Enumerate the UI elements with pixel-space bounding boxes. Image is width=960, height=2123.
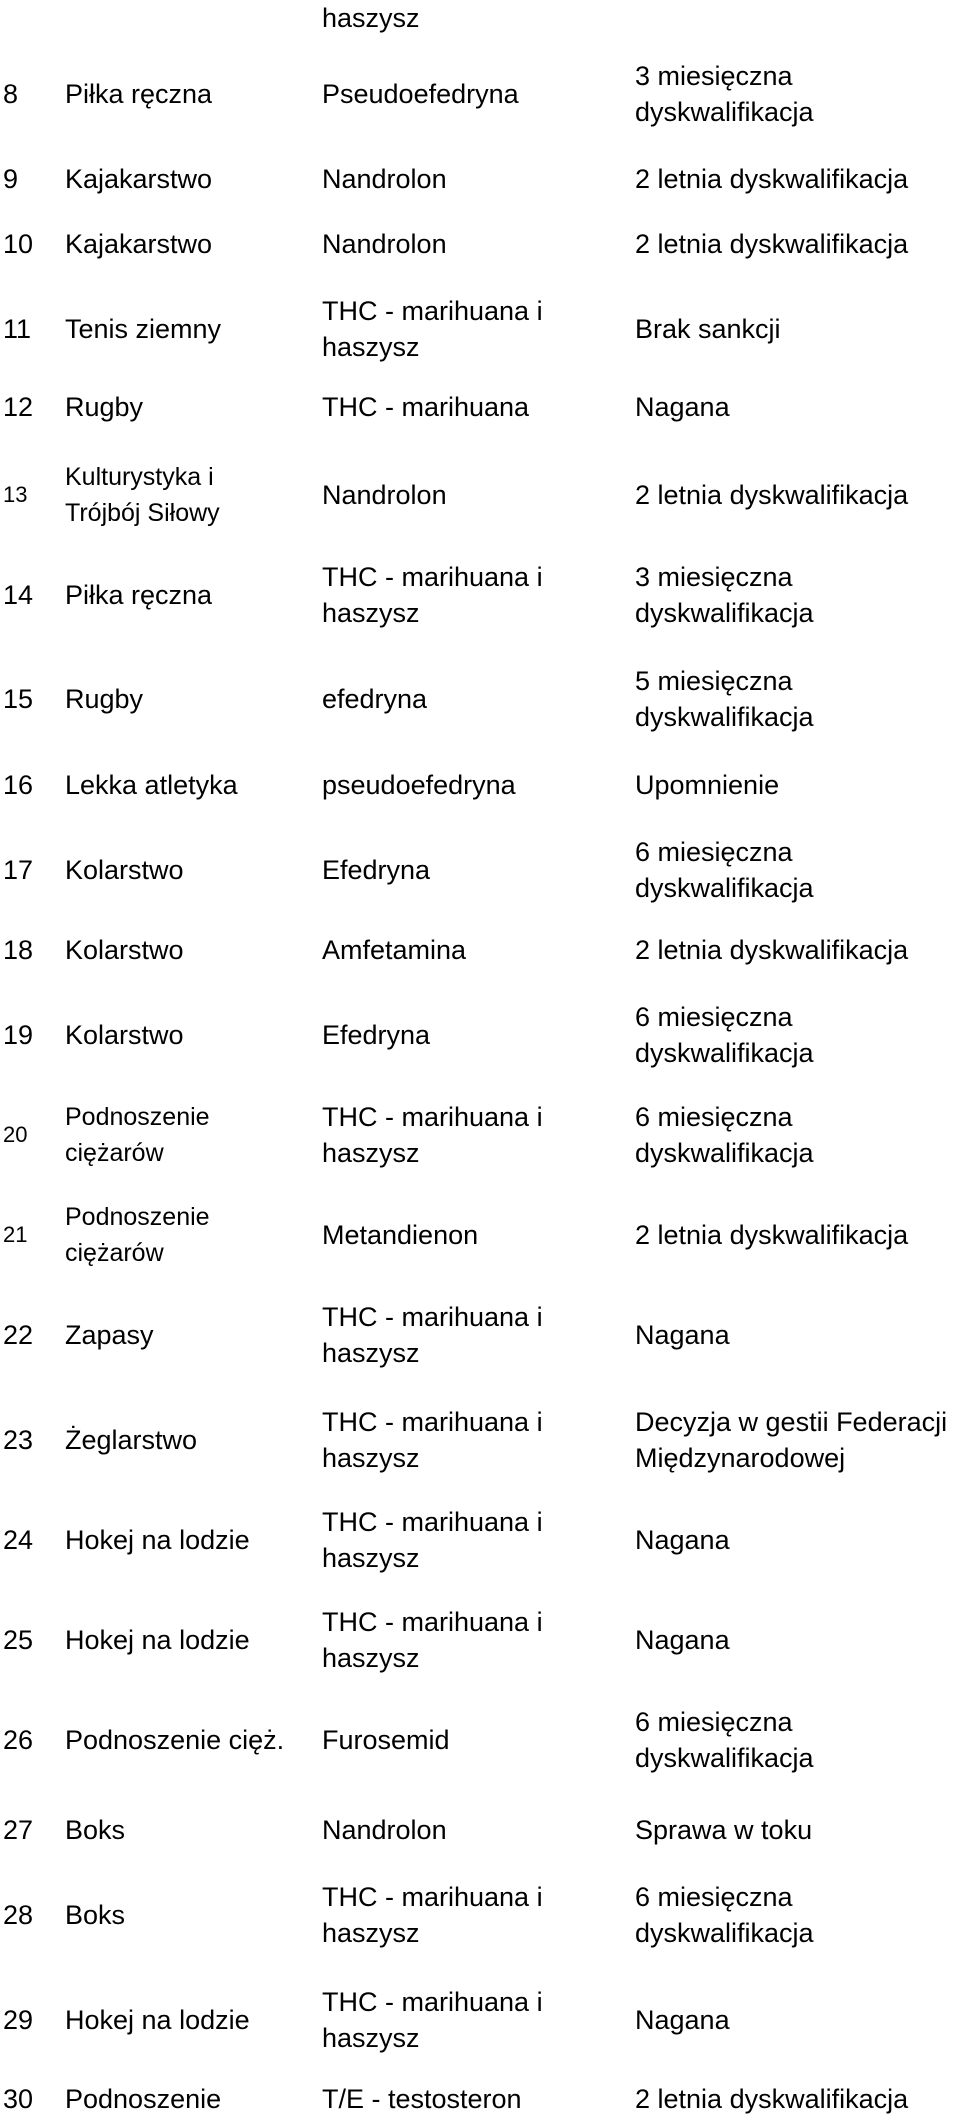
table-row [0, 1970, 960, 2070]
continued-substance-fragment: haszysz [322, 3, 420, 33]
case-number: 8 [3, 79, 19, 109]
penalty: 2 letnia dyskwalifikacja [635, 935, 909, 965]
sport-discipline: Podnoszenie [65, 2083, 222, 2114]
case-number: 19 [3, 1020, 34, 1050]
penalty: Nagana [635, 2005, 730, 2035]
penalty: Decyzja w gestii Federacji Międzynarodowej [635, 1407, 948, 1473]
penalty: Nagana [635, 1625, 730, 1655]
detected-substance: Efedryna [322, 855, 431, 885]
detected-substance: Efedryna [322, 1020, 431, 1050]
detected-substance: pseudoefedryna [322, 770, 516, 800]
detected-substance: THC - marihuana i haszysz [322, 1407, 543, 1473]
penalty: 6 miesięczna dyskwalifikacja [635, 1002, 814, 1068]
case-number: 23 [3, 1425, 34, 1455]
sport-discipline: Kolarstwo [65, 855, 184, 885]
sport-discipline: Hokej na lodzie [65, 2005, 250, 2035]
detected-substance: Furosemid [322, 1725, 450, 1755]
table-row [0, 370, 960, 444]
detected-substance: T/E - testosteron [322, 2083, 522, 2114]
sport-discipline: Hokej na lodzie [65, 1525, 250, 1555]
case-number: 12 [3, 392, 34, 422]
penalty: Nagana [635, 392, 730, 422]
case-number: 28 [3, 1900, 34, 1930]
sport-discipline: Rugby [65, 392, 144, 422]
sport-discipline: Kolarstwo [65, 935, 184, 965]
penalty: 6 miesięczna dyskwalifikacja [635, 837, 814, 903]
table-row [0, 750, 960, 820]
table-row [0, 650, 960, 748]
detected-substance: Nandrolon [322, 480, 447, 510]
table-row [0, 1390, 960, 1490]
sport-discipline: Żeglarstwo [65, 1425, 198, 1455]
sport-discipline: Tenis ziemny [65, 314, 222, 344]
table-row [0, 55, 960, 133]
penalty: 2 letnia dyskwalifikacja [635, 1220, 909, 1250]
case-number: 9 [3, 164, 19, 194]
detected-substance: THC - marihuana i haszysz [322, 296, 543, 362]
penalty: 3 miesięczna dyskwalifikacja [635, 562, 814, 628]
detected-substance: efedryna [322, 684, 428, 714]
case-number: 27 [3, 1815, 34, 1845]
case-number: 15 [3, 684, 34, 714]
penalty: 2 letnia dyskwalifikacja [635, 2083, 909, 2114]
detected-substance: THC - marihuana i haszysz [322, 1987, 543, 2053]
case-number: 21 [3, 1222, 28, 1247]
table-row [0, 1085, 960, 1185]
table-row [0, 1795, 960, 1865]
sport-discipline: Piłka ręczna [65, 79, 213, 109]
table-row [0, 1285, 960, 1385]
detected-substance: THC - marihuana [322, 392, 530, 422]
sport-discipline: Kajakarstwo [65, 164, 213, 194]
table-row [0, 1185, 960, 1285]
case-number: 18 [3, 935, 34, 965]
penalty: 2 letnia dyskwalifikacja [635, 164, 909, 194]
case-number: 14 [3, 580, 34, 610]
sport-discipline: Boks [65, 1900, 126, 1930]
sport-discipline: Hokej na lodzie [65, 1625, 250, 1655]
case-number: 11 [3, 314, 32, 344]
sport-discipline: Podnoszenie ciężarów [65, 1203, 210, 1267]
case-number: 13 [3, 482, 28, 507]
sport-discipline: Zapasy [65, 1320, 154, 1350]
case-number: 30 [3, 2083, 34, 2114]
sport-discipline: Boks [65, 1815, 126, 1845]
case-number: 22 [3, 1320, 34, 1350]
case-number: 25 [3, 1625, 34, 1655]
detected-substance: Nandrolon [322, 164, 447, 194]
table-row [0, 545, 960, 645]
table-row [0, 1490, 960, 1590]
sport-discipline: Kulturystyka i Trójbój Siłowy [65, 463, 220, 527]
sport-discipline: Rugby [65, 684, 144, 714]
detected-substance: THC - marihuana i haszysz [322, 1302, 543, 1368]
sport-discipline: Piłka ręczna [65, 580, 213, 610]
table-row [0, 1590, 960, 1690]
penalty: Brak sankcji [635, 314, 781, 344]
case-number: 24 [3, 1525, 34, 1555]
sport-discipline: Kajakarstwo [65, 229, 213, 259]
case-number: 20 [3, 1122, 28, 1147]
penalty: 6 miesięczna dyskwalifikacja [635, 1102, 814, 1168]
detected-substance: THC - marihuana i haszysz [322, 1882, 543, 1948]
sport-discipline: Podnoszenie ciężarów [65, 1103, 210, 1167]
case-number: 17 [3, 855, 34, 885]
detected-substance: THC - marihuana i haszysz [322, 562, 543, 628]
table-row [0, 915, 960, 985]
detected-substance: Nandrolon [322, 229, 447, 259]
case-number: 26 [3, 1725, 34, 1755]
table-row [0, 2076, 960, 2121]
detected-substance: THC - marihuana i haszysz [322, 1507, 543, 1573]
case-number: 29 [3, 2005, 34, 2035]
penalty: Upomnienie [635, 770, 780, 800]
table-row [0, 1860, 960, 1970]
penalty: 5 miesięczna dyskwalifikacja [635, 666, 814, 732]
table-row [0, 445, 960, 545]
penalty: Sprawa w toku [635, 1815, 813, 1845]
sport-discipline: Podnoszenie cięż. [65, 1725, 285, 1755]
case-number: 10 [3, 229, 34, 259]
case-number: 16 [3, 770, 34, 800]
detected-substance: Pseudoefedryna [322, 79, 519, 109]
table-row [0, 1690, 960, 1790]
penalty: 2 letnia dyskwalifikacja [635, 480, 909, 510]
table-row [0, 205, 960, 283]
table-row [0, 290, 960, 368]
penalty: 6 miesięczna dyskwalifikacja [635, 1707, 814, 1773]
table-row [0, 985, 960, 1085]
sport-discipline: Kolarstwo [65, 1020, 184, 1050]
sport-discipline: Lekka atletyka [65, 770, 238, 800]
penalty: 3 miesięczna dyskwalifikacja [635, 61, 814, 127]
penalty: Nagana [635, 1525, 730, 1555]
penalty: Nagana [635, 1320, 730, 1350]
penalty: 6 miesięczna dyskwalifikacja [635, 1882, 814, 1948]
detected-substance: Metandienon [322, 1220, 479, 1250]
detected-substance: Nandrolon [322, 1815, 447, 1845]
table-row [0, 820, 960, 920]
detected-substance: THC - marihuana i haszysz [322, 1607, 543, 1673]
detected-substance: Amfetamina [322, 935, 467, 965]
penalty: 2 letnia dyskwalifikacja [635, 229, 909, 259]
detected-substance: THC - marihuana i haszysz [322, 1102, 543, 1168]
